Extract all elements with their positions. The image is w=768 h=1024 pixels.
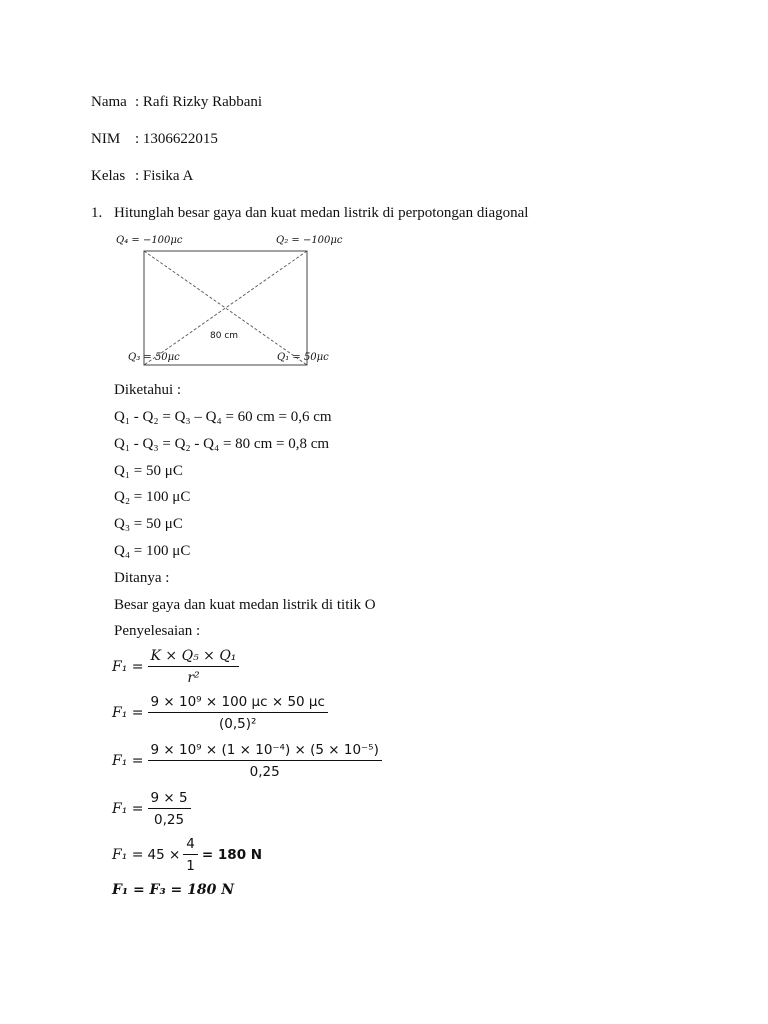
equation-1 (112, 648, 239, 686)
fraction (183, 836, 198, 874)
name-value: : Rafi Rizky Rabbani (135, 94, 263, 110)
equation-lhs: F₁ = (112, 659, 144, 675)
numerator: 9 × 5 (148, 790, 191, 809)
nim-value: : 1306622015 (135, 131, 218, 147)
fraction (148, 648, 240, 686)
denominator: 0,25 (154, 812, 185, 828)
equation-4 (112, 790, 191, 828)
numerator: 9 × 10⁹ × (1 × 10⁻⁴) × (5 × 10⁻⁵) (148, 742, 382, 761)
asked-title: Ditanya : (114, 570, 170, 586)
solution-title: Penyelesaian : (114, 623, 201, 639)
numerator: 9 × 10⁹ × 100 μc × 50 μc (148, 694, 328, 713)
denominator: (0,5)² (219, 716, 257, 732)
charge-diagram (110, 232, 350, 372)
equation-lhs: F₁ = (112, 847, 144, 863)
name-label: Nama (91, 94, 127, 110)
asked-text: Besar gaya dan kuat medan listrik di titik O (114, 597, 376, 613)
equation-3 (112, 742, 382, 780)
equation-result: = 180 N (201, 847, 263, 863)
given-line: Q₃ = 50 μC (114, 516, 183, 532)
q4-label: Q₄ = −100μc (116, 235, 183, 246)
rectangle-figure (110, 232, 350, 372)
fraction (148, 742, 382, 780)
question-number: 1. (91, 205, 103, 221)
equation-2 (112, 694, 328, 732)
equation-5 (112, 836, 262, 874)
q2-label: Q₂ = −100μc (276, 235, 343, 246)
nim-label: NIM (91, 131, 121, 147)
equation-lhs: F₁ = (112, 753, 144, 769)
kelas-value: : Fisika A (135, 168, 194, 184)
q3-label: Q₃ = 50μc (128, 352, 180, 363)
denominator: r² (187, 670, 200, 686)
denominator: 1 (186, 858, 195, 874)
given-line: Q₁ = 50 μC (114, 463, 183, 479)
fraction (148, 694, 328, 732)
kelas-label: Kelas (91, 168, 126, 184)
fraction (148, 790, 191, 828)
given-line: Q₂ = 100 μC (114, 489, 191, 505)
given-line: Q₁ - Q₃ = Q₂ - Q₄ = 80 cm = 0,8 cm (114, 436, 330, 452)
numerator: K × Q₅ × Q₁ (148, 648, 240, 667)
width-label: 80 cm (210, 331, 239, 341)
given-line: Q₁ - Q₂ = Q₃ – Q₄ = 60 cm = 0,6 cm (114, 409, 332, 425)
given-line: Q₄ = 100 μC (114, 543, 191, 559)
denominator: 0,25 (249, 764, 280, 780)
equation-lhs: F₁ = (112, 705, 144, 721)
question-text: Hitunglah besar gaya dan kuat medan listrik di perpotongan diagonal (114, 205, 529, 221)
given-title: Diketahui : (114, 382, 182, 398)
equation-prefix: 45 × (147, 847, 181, 863)
final-answer: F₁ = F₃ = 180 N (112, 882, 234, 898)
equation-lhs: F₁ = (112, 801, 144, 817)
q1-label: Q₁ = 50μc (277, 352, 329, 363)
numerator: 4 (183, 836, 198, 855)
